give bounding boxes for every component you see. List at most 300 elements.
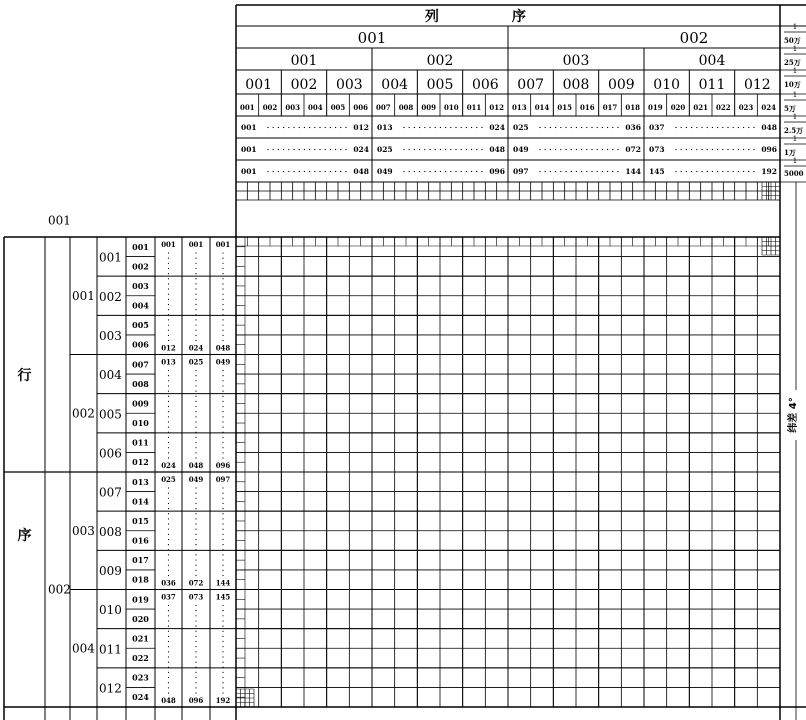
dot-leader (278, 171, 279, 172)
row-l3-label: 001 (99, 250, 122, 265)
dot-leader (273, 149, 274, 150)
dot-leader (168, 667, 169, 668)
col-l4-label: 013 (512, 103, 527, 112)
dot-leader (168, 457, 169, 458)
row-range-start: 001 (161, 240, 176, 249)
dot-leader (195, 299, 196, 300)
row-range-end: 072 (188, 578, 204, 588)
dot-leader (335, 149, 336, 150)
dot-leader (602, 127, 603, 128)
dot-leader (168, 554, 169, 555)
dot-leader (195, 340, 196, 341)
dot-leader (748, 127, 749, 128)
row-l4-label: 011 (132, 437, 149, 448)
row-l4-label: 012 (132, 457, 149, 468)
dot-leader (743, 149, 744, 150)
dot-leader (195, 273, 196, 274)
dot-leader (222, 667, 223, 668)
side-label: 纬差 4° (788, 397, 799, 433)
dot-leader (195, 452, 196, 453)
dot-leader (222, 575, 223, 576)
dot-leader (314, 127, 315, 128)
dot-leader (712, 127, 713, 128)
dot-leader (607, 149, 608, 150)
dot-leader (222, 523, 223, 524)
dot-leader (222, 319, 223, 320)
dot-leader (195, 421, 196, 422)
dot-leader (168, 651, 169, 652)
col-range-start: 001 (241, 145, 257, 154)
dot-leader (222, 442, 223, 443)
dot-leader (753, 127, 754, 128)
dot-leader (571, 171, 572, 172)
dot-leader (222, 662, 223, 663)
dot-leader (222, 493, 223, 494)
dot-leader (712, 149, 713, 150)
dot-leader (195, 677, 196, 678)
dot-leader (168, 380, 169, 381)
dot-leader (195, 503, 196, 504)
dot-leader (168, 662, 169, 663)
dot-leader (168, 544, 169, 545)
dot-leader (195, 575, 196, 576)
dot-leader (293, 127, 294, 128)
dot-leader (168, 299, 169, 300)
dot-leader (222, 324, 223, 325)
dot-leader (168, 615, 169, 616)
dot-leader (435, 149, 436, 150)
dot-leader (222, 544, 223, 545)
dot-leader (701, 171, 702, 172)
dot-leader (222, 421, 223, 422)
dot-leader (168, 529, 169, 530)
dot-leader (195, 335, 196, 336)
dot-leader (424, 127, 425, 128)
dot-leader (195, 396, 196, 397)
dot-leader (168, 416, 169, 417)
dot-leader (195, 487, 196, 488)
dot-leader (565, 171, 566, 172)
dot-leader (727, 149, 728, 150)
dot-leader (195, 442, 196, 443)
dot-leader (222, 682, 223, 683)
col-l4-label: 018 (625, 103, 640, 112)
dot-leader (222, 565, 223, 566)
dot-leader (168, 493, 169, 494)
dot-leader (195, 432, 196, 433)
dot-leader (681, 149, 682, 150)
col-l4-label: 009 (421, 103, 436, 112)
col-l4-label: 001 (240, 103, 255, 112)
dot-leader (597, 171, 598, 172)
scale-numerator: 1 (792, 67, 798, 75)
col-range-start: 097 (513, 167, 529, 176)
dot-leader (560, 127, 561, 128)
dot-leader (168, 503, 169, 504)
dot-leader (748, 149, 749, 150)
dot-leader (591, 127, 592, 128)
dot-leader (607, 171, 608, 172)
dot-leader (195, 667, 196, 668)
dot-leader (222, 314, 223, 315)
col-l4-label: 021 (693, 103, 708, 112)
dot-leader (314, 171, 315, 172)
dot-leader (222, 396, 223, 397)
dot-leader (701, 149, 702, 150)
dot-leader (195, 549, 196, 550)
dot-leader (429, 171, 430, 172)
row-l3-label: 011 (99, 642, 122, 657)
row-l4-label: 001 (132, 241, 149, 252)
dot-leader (195, 646, 196, 647)
col-l4-label: 020 (670, 103, 686, 112)
dot-leader (691, 127, 692, 128)
row-range-end: 024 (161, 461, 176, 470)
dot-leader (691, 171, 692, 172)
dot-leader (466, 171, 467, 172)
dot-leader (168, 370, 169, 371)
dot-leader (717, 127, 718, 128)
col-l4-label: 003 (285, 103, 300, 112)
col-l3-label: 004 (381, 77, 409, 93)
row-l4-label: 015 (132, 515, 149, 526)
dot-leader (222, 283, 223, 284)
row-range-start: 145 (215, 592, 231, 602)
dot-leader (168, 263, 169, 264)
dot-leader (309, 171, 310, 172)
dot-leader (222, 651, 223, 652)
dot-leader (686, 127, 687, 128)
row-title-char: 序 (17, 528, 32, 544)
dot-leader (195, 518, 196, 519)
row-l2-label: 004 (72, 641, 95, 656)
dot-leader (195, 406, 196, 407)
scale-numerator: 1 (792, 113, 798, 121)
dot-leader (576, 127, 577, 128)
dot-leader (727, 171, 728, 172)
dot-leader (607, 127, 608, 128)
dot-leader (539, 127, 540, 128)
row-l4-label: 023 (132, 672, 149, 683)
dot-leader (222, 513, 223, 514)
dot-leader (273, 171, 274, 172)
dot-leader (335, 127, 336, 128)
dot-leader (550, 127, 551, 128)
dot-leader (267, 171, 268, 172)
dot-leader (267, 127, 268, 128)
dot-leader (267, 149, 268, 150)
row-l2-label: 002 (72, 406, 95, 421)
scale-denominator: 2.5万 (784, 126, 804, 135)
dot-leader (722, 171, 723, 172)
dot-leader (565, 149, 566, 150)
dot-leader (222, 656, 223, 657)
dot-leader (612, 127, 613, 128)
dot-leader (195, 625, 196, 626)
dot-leader (617, 127, 618, 128)
dot-leader (168, 309, 169, 310)
dot-leader (481, 171, 482, 172)
dot-leader (681, 127, 682, 128)
dot-leader (597, 127, 598, 128)
dot-leader (586, 127, 587, 128)
dot-leader (727, 127, 728, 128)
row-l3-label: 008 (99, 524, 122, 539)
col-range-start: 013 (377, 123, 393, 132)
dot-leader (455, 127, 456, 128)
col-l3-label: 001 (245, 77, 273, 93)
dot-leader (471, 171, 472, 172)
dot-leader (612, 149, 613, 150)
dot-leader (222, 452, 223, 453)
row-l4-label: 013 (132, 476, 149, 487)
dot-leader (476, 149, 477, 150)
dot-leader (222, 610, 223, 611)
col-l4-label: 019 (648, 103, 663, 112)
dot-leader (675, 149, 676, 150)
col-l4-label: 024 (761, 103, 776, 112)
dot-leader (222, 559, 223, 560)
dot-leader (195, 620, 196, 621)
dot-leader (168, 513, 169, 514)
dot-leader (461, 127, 462, 128)
dot-leader (195, 252, 196, 253)
row-range-end: 048 (161, 696, 176, 705)
row-range-start: 001 (215, 240, 231, 249)
row-range-start: 025 (188, 357, 204, 367)
dot-leader (195, 498, 196, 499)
dot-leader (222, 335, 223, 336)
dot-leader (222, 625, 223, 626)
dot-leader (168, 565, 169, 566)
dot-leader (168, 273, 169, 274)
row-l4-label: 017 (132, 555, 149, 566)
col-range-start: 001 (241, 123, 257, 132)
dot-leader (712, 171, 713, 172)
dot-leader (222, 529, 223, 530)
col-l4-label: 007 (376, 103, 391, 112)
dot-leader (222, 457, 223, 458)
dot-leader (325, 171, 326, 172)
row-l1-label: 001 (48, 213, 71, 228)
dot-leader (168, 294, 169, 295)
scale-numerator: 1 (792, 23, 798, 31)
col-l4-label: 011 (466, 103, 482, 112)
dot-leader (168, 390, 169, 391)
dot-leader (345, 171, 346, 172)
dot-leader (222, 692, 223, 693)
dot-leader (168, 283, 169, 284)
dot-leader (222, 385, 223, 386)
dot-leader (168, 677, 169, 678)
dot-leader (753, 171, 754, 172)
dot-leader (743, 127, 744, 128)
col-range-end: 048 (761, 123, 777, 132)
dot-leader (222, 375, 223, 376)
dot-leader (414, 149, 415, 150)
dot-leader (335, 171, 336, 172)
dot-leader (450, 149, 451, 150)
dot-leader (419, 171, 420, 172)
dot-leader (195, 437, 196, 438)
dot-leader (345, 127, 346, 128)
col-range-start: 049 (513, 145, 529, 154)
dot-leader (591, 149, 592, 150)
dot-leader (222, 416, 223, 417)
col-l4-label: 012 (489, 103, 504, 112)
col-l1-label: 002 (679, 29, 709, 47)
dot-leader (222, 503, 223, 504)
dot-leader (168, 252, 169, 253)
dot-leader (435, 171, 436, 172)
dot-leader (195, 534, 196, 535)
dot-leader (168, 319, 169, 320)
col-l4-label: 005 (330, 103, 346, 112)
dot-leader (195, 570, 196, 571)
dot-leader (696, 127, 697, 128)
dot-leader (195, 559, 196, 560)
dot-leader (222, 273, 223, 274)
dot-leader (222, 539, 223, 540)
dot-leader (168, 406, 169, 407)
dot-leader (168, 385, 169, 386)
col-l1-label: 001 (357, 29, 387, 47)
col-l2-label: 002 (426, 53, 454, 69)
dot-leader (466, 149, 467, 150)
dot-leader (419, 149, 420, 150)
dot-leader (168, 646, 169, 647)
col-range-start: 073 (649, 145, 665, 154)
col-l3-label: 010 (653, 77, 681, 93)
dot-leader (168, 487, 169, 488)
col-range-end: 024 (353, 145, 369, 154)
dot-leader (299, 171, 300, 172)
dot-leader (409, 149, 410, 150)
dot-leader (278, 149, 279, 150)
dot-leader (299, 149, 300, 150)
dot-leader (168, 375, 169, 376)
dot-leader (168, 411, 169, 412)
dot-leader (675, 171, 676, 172)
dot-leader (168, 605, 169, 606)
dot-leader (222, 508, 223, 509)
row-l3-label: 006 (99, 446, 122, 461)
row-range-end: 048 (188, 461, 204, 470)
dot-leader (696, 171, 697, 172)
dot-leader (571, 149, 572, 150)
dot-leader (222, 487, 223, 488)
dot-leader (314, 149, 315, 150)
dot-leader (617, 171, 618, 172)
col-range-end: 096 (761, 145, 777, 154)
dot-leader (414, 127, 415, 128)
dot-leader (555, 149, 556, 150)
dot-leader (168, 401, 169, 402)
col-range-start: 025 (377, 145, 393, 154)
dot-leader (591, 171, 592, 172)
dot-leader (168, 278, 169, 279)
dot-leader (222, 309, 223, 310)
dot-leader (168, 447, 169, 448)
dot-leader (461, 171, 462, 172)
dot-leader (419, 127, 420, 128)
dot-leader (722, 149, 723, 150)
dot-leader (733, 127, 734, 128)
dot-leader (222, 258, 223, 259)
dot-leader (222, 288, 223, 289)
scale-denominator: 1万 (784, 148, 796, 157)
dot-leader (283, 127, 284, 128)
row-range-end: 024 (188, 343, 204, 353)
col-range-end: 036 (625, 123, 641, 132)
dot-leader (340, 127, 341, 128)
dot-leader (195, 294, 196, 295)
dot-leader (691, 149, 692, 150)
dot-leader (707, 171, 708, 172)
dot-leader (476, 171, 477, 172)
scale-numerator: 1 (792, 91, 798, 99)
row-l4-label: 006 (132, 339, 149, 350)
col-l3-label: 008 (562, 77, 590, 93)
dot-leader (288, 171, 289, 172)
dot-leader (555, 171, 556, 172)
row-title-char: 行 (17, 368, 32, 384)
dot-leader (195, 309, 196, 310)
dot-leader (445, 171, 446, 172)
dot-leader (278, 127, 279, 128)
dot-leader (440, 149, 441, 150)
dot-leader (168, 437, 169, 438)
row-range-end: 144 (215, 578, 231, 588)
dot-leader (168, 641, 169, 642)
dot-leader (168, 396, 169, 397)
col-l2-label: 001 (290, 53, 318, 69)
scale-denominator: 10万 (784, 80, 801, 89)
dot-leader (222, 677, 223, 678)
dot-leader (325, 127, 326, 128)
dot-leader (195, 513, 196, 514)
scale-denominator: 5万 (784, 104, 796, 113)
dot-leader (168, 620, 169, 621)
row-l4-label: 019 (132, 594, 149, 605)
dot-leader (222, 330, 223, 331)
col-l4-label: 010 (444, 103, 459, 112)
row-l4-label: 002 (132, 261, 149, 272)
dot-leader (168, 258, 169, 259)
dot-leader (168, 288, 169, 289)
dot-leader (195, 539, 196, 540)
dot-leader (168, 692, 169, 693)
dot-leader (168, 559, 169, 560)
dot-leader (445, 127, 446, 128)
dot-leader (481, 127, 482, 128)
dot-leader (319, 171, 320, 172)
dot-leader (222, 518, 223, 519)
dot-leader (195, 324, 196, 325)
dot-leader (222, 605, 223, 606)
dot-leader (304, 127, 305, 128)
dot-leader (168, 498, 169, 499)
dot-leader (168, 335, 169, 336)
dot-leader (539, 149, 540, 150)
dot-leader (195, 288, 196, 289)
col-l3-label: 006 (471, 77, 499, 93)
dot-leader (222, 263, 223, 264)
col-l2-label: 004 (698, 53, 726, 69)
row-l4-label: 009 (132, 398, 149, 409)
col-title-char: 序 (511, 9, 526, 25)
row-l3-label: 007 (99, 485, 122, 500)
